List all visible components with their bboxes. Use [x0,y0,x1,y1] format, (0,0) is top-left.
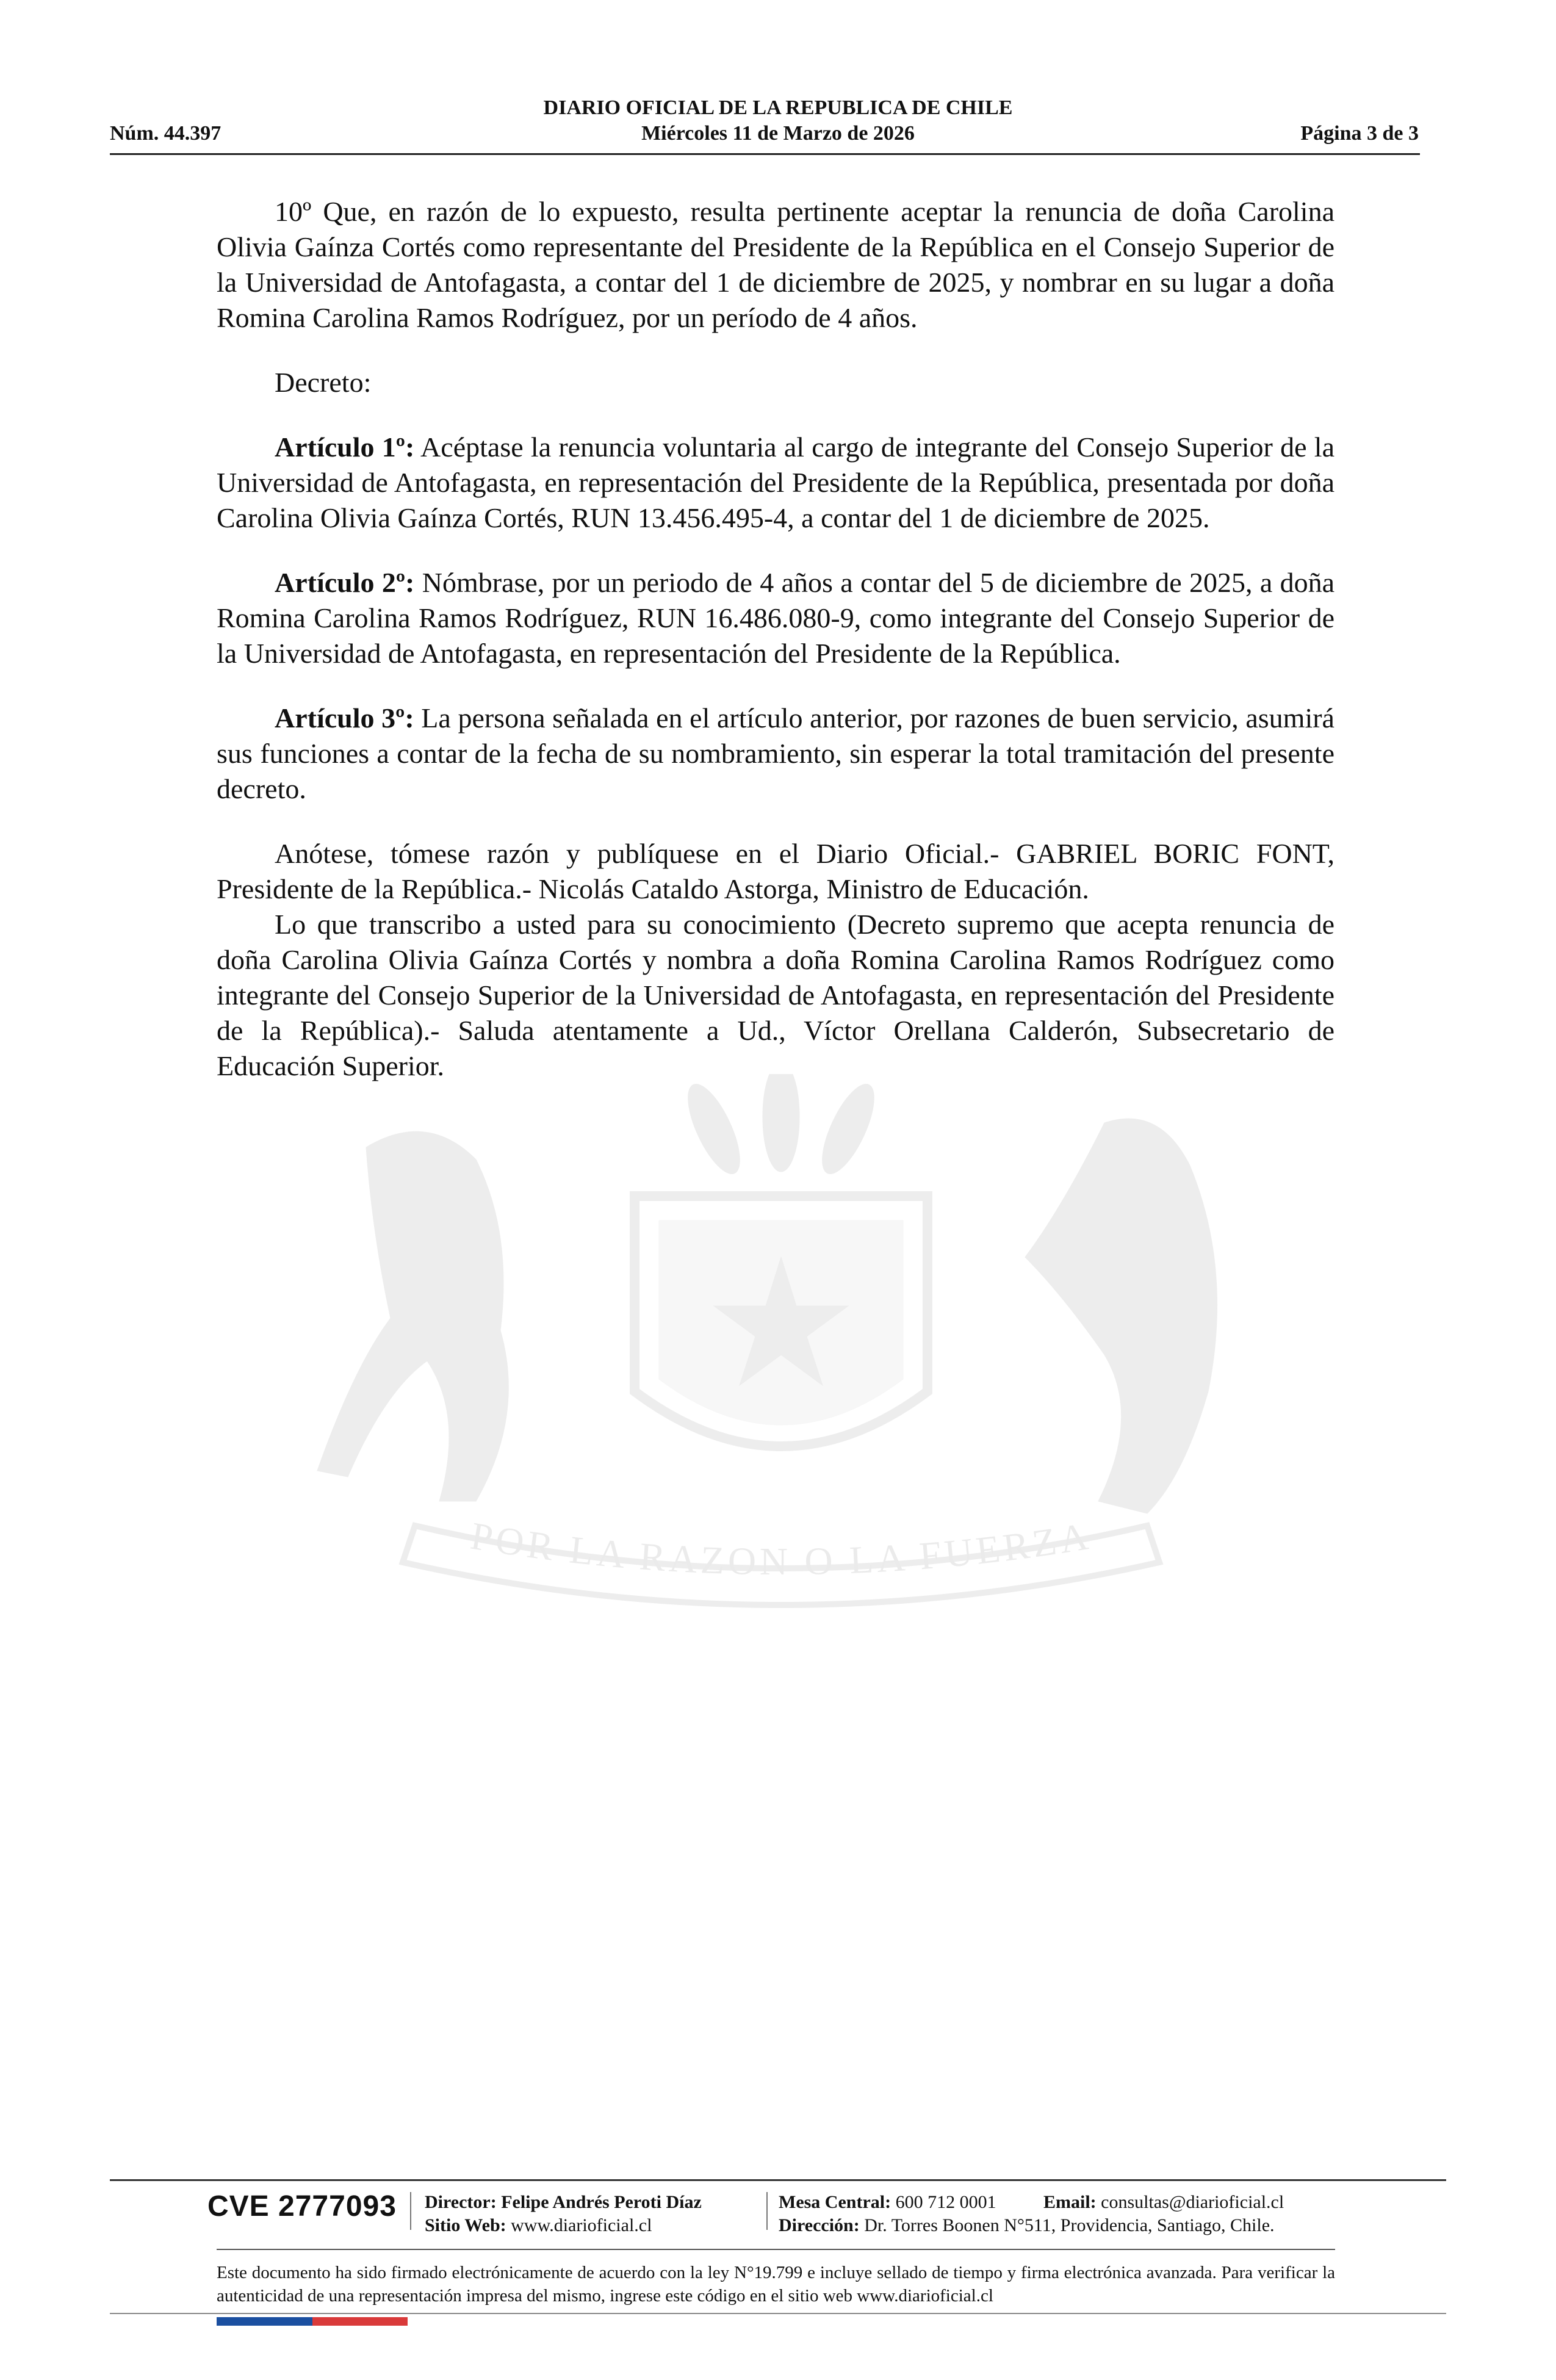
cve-code: CVE 2777093 [207,2190,397,2223]
phone-label: Mesa Central: [779,2192,891,2212]
email-value: consultas@diarioficial.cl [1096,2192,1284,2212]
footer-divider-bottom [110,2313,1446,2314]
article-1-label: Artículo 1º: [275,431,415,463]
director-value: Felipe Andrés Peroti Díaz [496,2192,702,2212]
footer-divider-mid [217,2249,1335,2250]
address-value: Dr. Torres Boonen N°511, Providencia, Santiago, Chile. [859,2215,1275,2235]
email-label: Email: [1043,2192,1097,2212]
website-value: www.diarioficial.cl [506,2215,652,2235]
decreto-heading: Decreto: [275,367,372,398]
publication-title: DIARIO OFICIAL DE LA REPUBLICA DE CHILE [543,96,1013,119]
article-1 [217,430,1334,536]
director-label: Director: [425,2192,497,2212]
motto-textpath: POR LA RAZON O LA FUERZA [467,1513,1095,1584]
article-2-label: Artículo 2º: [275,567,415,598]
article-1-text: Acéptase la renuncia voluntaria al cargo de integrante del Consejo Superior de la Universidad de Antofagasta, en representación del Presidente de la República, presentada por doña Carolina Olivia Gaínza Cortés, RUN 13.456.495-4, a contar del 1 de diciembre de 2025. [217,431,1334,533]
decree-body [217,194,1334,1084]
footer-separator [766,2192,768,2230]
issue-number: Núm. 44.397 [110,122,222,145]
legal-notice: Este documento ha sido firmado electrónicamente de acuerdo con la ley N°19.799 e incluye sellado de tiempo y firma electrónica avanzada. Para verificar la autenticidad de una representación impresa del mismo, ingrese este código en el sitio web www.diarioficial.cl [217,2263,1335,2306]
website-label: Sitio Web: [425,2215,506,2235]
motto-text [467,1514,1094,1583]
flag-stripe-blue [217,2317,312,2326]
flag-stripe-red [312,2317,408,2326]
footer-director-block [425,2191,702,2237]
transcription-paragraph: Lo que transcribo a usted para su conocimiento (Decreto supremo que acepta renuncia de doña Carolina Olivia Gaínza Cortés y nombra a doña Romina Carolina Ramos Rodríguez como integrante del Consejo Superior de la Universidad de Antofagasta, en representación del Presidente de la República).- Saluda atentamente a Ud., Víctor Orellana Calderón, Subsecretario de Educación Superior. [217,909,1334,1081]
footer-separator [410,2192,411,2230]
article-3-text: La persona señalada en el artículo anterior, por razones de buen servicio, asumirá sus funciones a contar de la fecha de su nombramiento, sin esperar la total tramitación del presente decreto. [217,702,1334,804]
considerando-paragraph: 10º Que, en razón de lo expuesto, resulta pertinente aceptar la renuncia de doña Carolina Olivia Gaínza Cortés como representante del Presidente de la República en el Consejo Superior de la Universidad de Antofagasta, a contar del 1 de diciembre de 2025, y nombrar en su lugar a doña Romina Carolina Ramos Rodríguez, por un período de 4 años. [217,196,1334,333]
footer-email-block [1043,2191,1284,2214]
page-number: Página 3 de 3 [1300,122,1419,145]
article-2-text: Nómbrase, por un periodo de 4 años a contar del 5 de diciembre de 2025, a doña Romina Carolina Ramos Rodríguez, RUN 16.486.080-9, como integrante del Consejo Superior de la Universidad de Antofagasta, en representación del Presidente de la República. [217,567,1334,669]
phone-value: 600 712 0001 [891,2192,996,2212]
article-3 [217,701,1334,807]
header-divider [110,153,1420,155]
coat-of-arms-watermark [293,1074,1269,1660]
article-2 [217,565,1334,671]
signature-paragraph: Anótese, tómese razón y publíquese en el Diario Oficial.- GABRIEL BORIC FONT, Presidente de la República.- Nicolás Cataldo Astorga, Ministro de Educación. [217,838,1334,904]
address-label: Dirección: [779,2215,860,2235]
publication-date: Miércoles 11 de Marzo de 2026 [641,122,915,145]
footer-divider-top [110,2179,1446,2181]
article-3-label: Artículo 3º: [275,702,414,734]
